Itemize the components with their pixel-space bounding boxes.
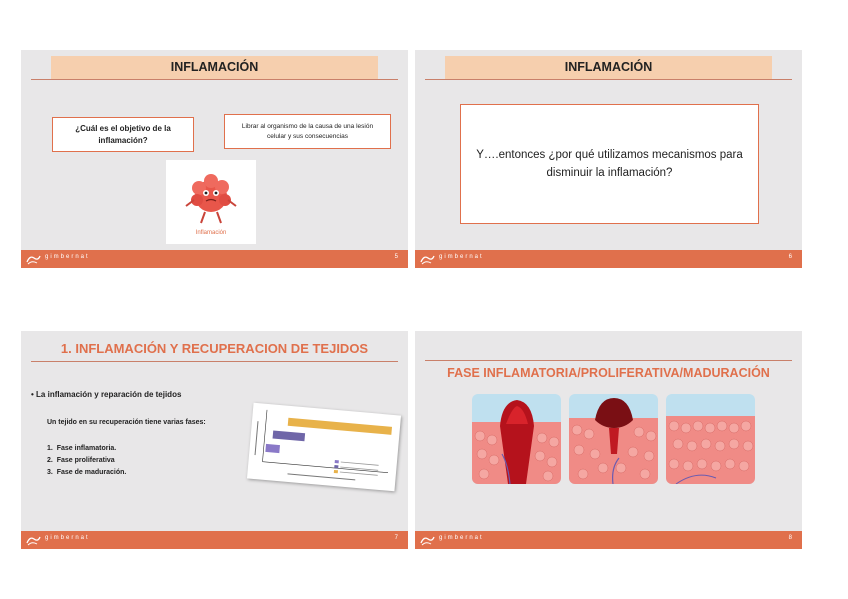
gimbernat-logo-icon — [419, 533, 435, 547]
slide-title: FASE INFLAMATORIA/PROLIFERATIVA/MADURACIÓN — [447, 366, 770, 380]
phase-item: 1. Fase inflamatoria. — [47, 445, 117, 452]
intro-text: Un tejido en su recuperación tiene varias fases: — [47, 419, 206, 426]
slide-6 — [415, 50, 802, 268]
title-underline — [31, 79, 398, 80]
slide-7 — [21, 331, 408, 549]
answer-box — [224, 114, 391, 149]
slide-8 — [415, 331, 802, 549]
legend-swatch — [335, 460, 339, 463]
phase-list — [47, 443, 126, 479]
bullet-icon: • — [31, 390, 37, 399]
y-axis-label — [255, 421, 258, 455]
chart-bar — [273, 431, 306, 442]
phase-item: 2. Fase proliferativa — [47, 457, 115, 464]
brand-name: gimbernat — [439, 535, 484, 541]
x-axis — [262, 462, 388, 473]
slide-footer — [21, 250, 408, 268]
chart-bar — [265, 444, 280, 453]
inflammation-illustration — [166, 160, 256, 244]
slide-5 — [21, 50, 408, 268]
phase-item: 3. Fase de maduración. — [47, 469, 127, 476]
proliferative-phase-image — [569, 394, 658, 484]
gimbernat-logo-icon — [25, 252, 41, 266]
healing-phase-chart — [247, 403, 401, 492]
bullet-text: La inflamación y reparación de tejidos — [36, 390, 182, 399]
gimbernat-logo-icon — [25, 533, 41, 547]
brand-name: gimbernat — [439, 254, 484, 260]
page-number: 6 — [788, 254, 792, 260]
answer-text: Librar al organismo de la causa de una lesión celular y sus consecuencias — [241, 122, 374, 140]
bullet-point — [31, 390, 181, 399]
title-underline — [425, 360, 792, 361]
gantt-chart — [247, 403, 401, 492]
y-axis — [262, 410, 267, 462]
legend-text — [341, 462, 379, 465]
legend-swatch — [334, 465, 338, 468]
illustration-caption: Inflamación — [195, 230, 227, 236]
legend-swatch — [334, 470, 338, 473]
page-number: 7 — [394, 535, 398, 541]
slide-footer — [415, 250, 802, 268]
slide-title: 1. INFLAMACIÓN Y RECUPERACION DE TEJIDOS — [60, 341, 369, 356]
slide-title: INFLAMACIÓN — [51, 56, 378, 79]
maturation-phase-image — [666, 394, 755, 484]
question-box — [460, 104, 759, 224]
legend-text — [340, 467, 378, 470]
brand-name: gimbernat — [45, 535, 90, 541]
gimbernat-logo-icon — [419, 252, 435, 266]
page-number: 5 — [394, 254, 398, 260]
page-number: 8 — [788, 535, 792, 541]
inflammatory-phase-image — [472, 394, 561, 484]
slide-title: INFLAMACIÓN — [445, 56, 772, 79]
title-underline — [425, 79, 792, 80]
chart-bar — [288, 418, 392, 435]
slide-footer — [21, 531, 408, 549]
x-axis-label — [288, 474, 356, 480]
slide-footer — [415, 531, 802, 549]
question-text: Y….entonces ¿por qué utilizamos mecanismos para disminuir la inflamación? — [476, 148, 743, 179]
question-box — [52, 117, 194, 152]
title-underline — [31, 361, 398, 362]
brand-name: gimbernat — [45, 254, 90, 260]
question-text: ¿Cuál es el objetivo de la inflamación? — [75, 124, 171, 145]
legend-text — [340, 472, 378, 475]
